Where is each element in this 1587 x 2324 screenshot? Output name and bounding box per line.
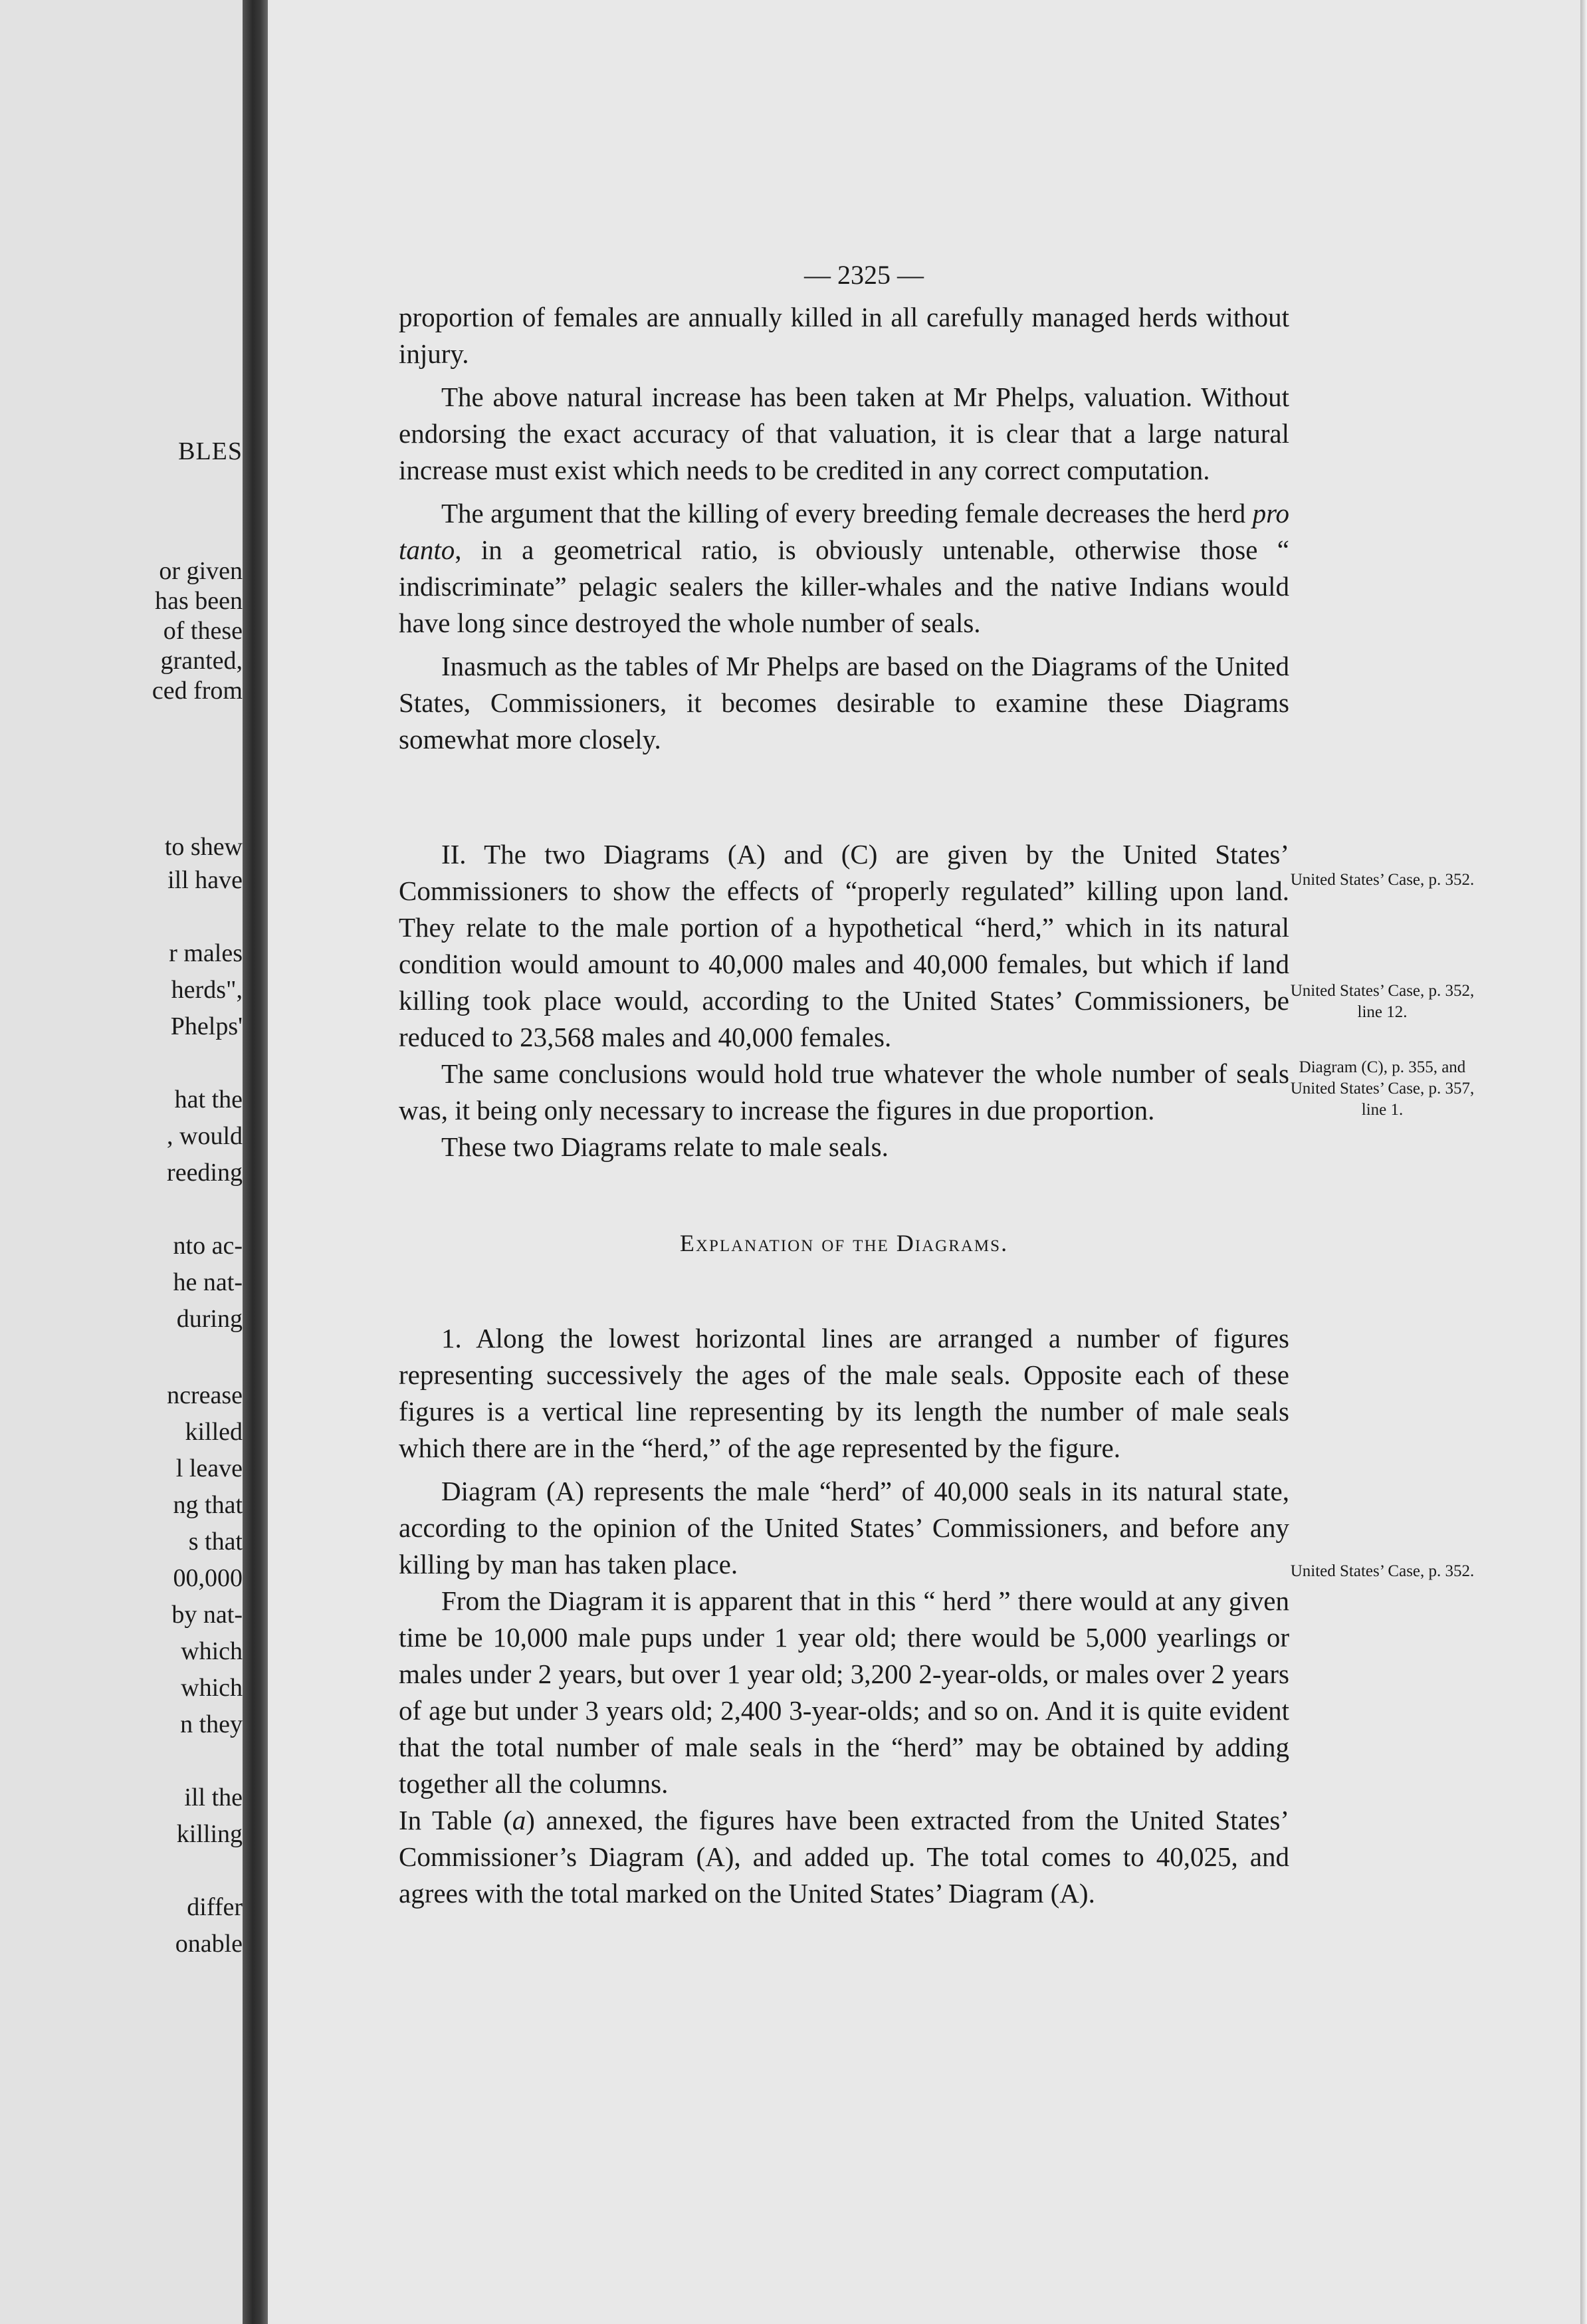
paragraph-table-a [399,1802,1289,1912]
paragraph-two-diagrams: II. The two Diagrams (A) and (C) are given by the United States’ Commissioners to show the effects of “properly regulated” killing upon land. They relate to the male portion of a hypothetical “herd,” which in its natural condition would amount to 40,000 males and 40,000 females, but which if land killing took place would, according to the United States’ Commissioners, be reduced to 23,568 males and 40,000 females. [399,839,1289,1052]
margin-note: Diagram (C), p. 355, and United States’ Case, p. 357, line 1. [1290,1058,1475,1119]
left-page-line-fragment: hat the [174,1086,243,1113]
page-edge-shadow [1580,0,1587,2324]
italic-letter: a [512,1805,526,1835]
left-page-line-fragment: s that [188,1528,243,1556]
text-run: ) annexed, the figures have been extracted from the United States’ Commissioner’s Diagram (A), and added up. The total comes to 40,025, and agrees with the total marked on the United States’ Diagram (A). [399,1805,1289,1909]
left-page-line-fragment: to shew [164,833,243,861]
paragraph-natural-increase: The above natural increase has been taken at Mr Phelps, valuation. Without endorsing the exact accuracy of that valuation, it is clear that a large natural increase must exist which needs to be credited in any correct computation. [399,382,1289,485]
text-run: , in a geometrical ratio, is obviously untenable, otherwise those “ indiscriminate” pelagic sealers the killer-whales and the native Indians would have long since destroyed the whole number of seals. [399,534,1289,638]
left-page-line-fragment: ng that [173,1491,243,1519]
left-page-line-fragment: r males [169,939,243,967]
left-page-line-fragment: by nat- [171,1601,243,1629]
left-page-line-fragment: n they [180,1710,243,1738]
paragraph-tables-of-phelps: Inasmuch as the tables of Mr Phelps are based on the Diagrams of the United States, Commissioners, it becomes desirable to examine these Diagrams somewhat more closely. [399,651,1289,755]
paragraph-horizontal-lines: 1. Along the lowest horizontal lines are arranged a number of figures representing successively the ages of the male seals. Opposite each of these figures is a vertical line representing by its length the number of male seals which there are in the “herd,” of the age represented by the figure. [399,1323,1289,1463]
left-page-line-fragment: during [176,1305,243,1333]
left-page-heading-fragment: BLES [178,437,243,465]
left-page-line-fragment: has been [155,587,243,615]
paragraph-geometrical-ratio [399,495,1289,641]
left-page-line-fragment: killing [176,1820,243,1848]
page-number: — 2325 — [804,260,924,290]
margin-note: United States’ Case, p. 352. [1290,871,1475,889]
left-page-line-fragment: he nat- [173,1268,243,1296]
main-text-column [399,299,1289,1912]
paragraph-male-seals: These two Diagrams relate to male seals. [441,1131,889,1162]
italic-phrase: pro tanto [399,498,1289,565]
left-page-line-fragment: or given [159,557,243,585]
section-heading: Explanation of the Diagrams. [679,1230,1009,1256]
left-page-line-fragment: , would [167,1122,243,1150]
text-run: In Table ( [399,1805,512,1835]
margin-note: United States’ Case, p. 352, line 12. [1290,982,1475,1021]
paragraph-same-conclusions: The same conclusions would hold true whatever the whole number of seals was, it being only necessary to increase the figures in due proportion. [399,1058,1289,1125]
left-page-line-fragment: 00,000 [173,1564,243,1592]
left-page-line-fragment: ill the [184,1784,243,1811]
book-gutter [243,0,268,2324]
paragraph-continuation: proportion of females are annually killed in all carefully managed herds without injury. [399,302,1289,369]
left-page-line-fragment: ncrease [167,1381,243,1409]
left-page-line-fragment: nto ac- [173,1232,243,1260]
left-page-line-fragment: herds", [171,976,243,1004]
text-run: The argument that the killing of every breeding female decreases the herd [441,498,1253,528]
left-page-line-fragment: which [181,1674,243,1702]
left-page-line-fragment: Phelps' [170,1012,243,1040]
left-page-line-fragment: ced from [152,677,243,705]
left-page-line-fragment: which [181,1637,243,1665]
left-page-line-fragment: onable [175,1930,243,1958]
left-page-line-fragment: granted, [160,647,243,675]
paragraph-diagram-a: Diagram (A) represents the male “herd” of 40,000 seals in its natural state, according to the opinion of the United States’ Commissioners, and before any killing by man has taken place. [399,1476,1289,1579]
left-page [0,0,243,2324]
left-page-line-fragment: differ [187,1893,243,1921]
left-page-line-fragment: reeding [167,1159,243,1187]
paragraph-from-the-diagram: From the Diagram it is apparent that in this “ herd ” there would at any given time be 10,000 male pups under 1 year old; there would be 5,000 yearlings or males under 2 years, but over 1 year old; 3,200 2-year-olds, or males over 2 years of age but under 3 years old; 2,400 3-year-olds; and so on. And it is quite evident that the total number of male seals in the “herd” may be obtained by adding together all the columns. [399,1585,1289,1799]
left-page-line-fragment: killed [185,1418,243,1446]
margin-note: United States’ Case, p. 352. [1290,1562,1475,1580]
left-page-line-fragment: ill have [167,866,243,894]
left-page-line-fragment: of these [163,617,243,645]
left-page-line-fragment: l leave [175,1454,243,1482]
